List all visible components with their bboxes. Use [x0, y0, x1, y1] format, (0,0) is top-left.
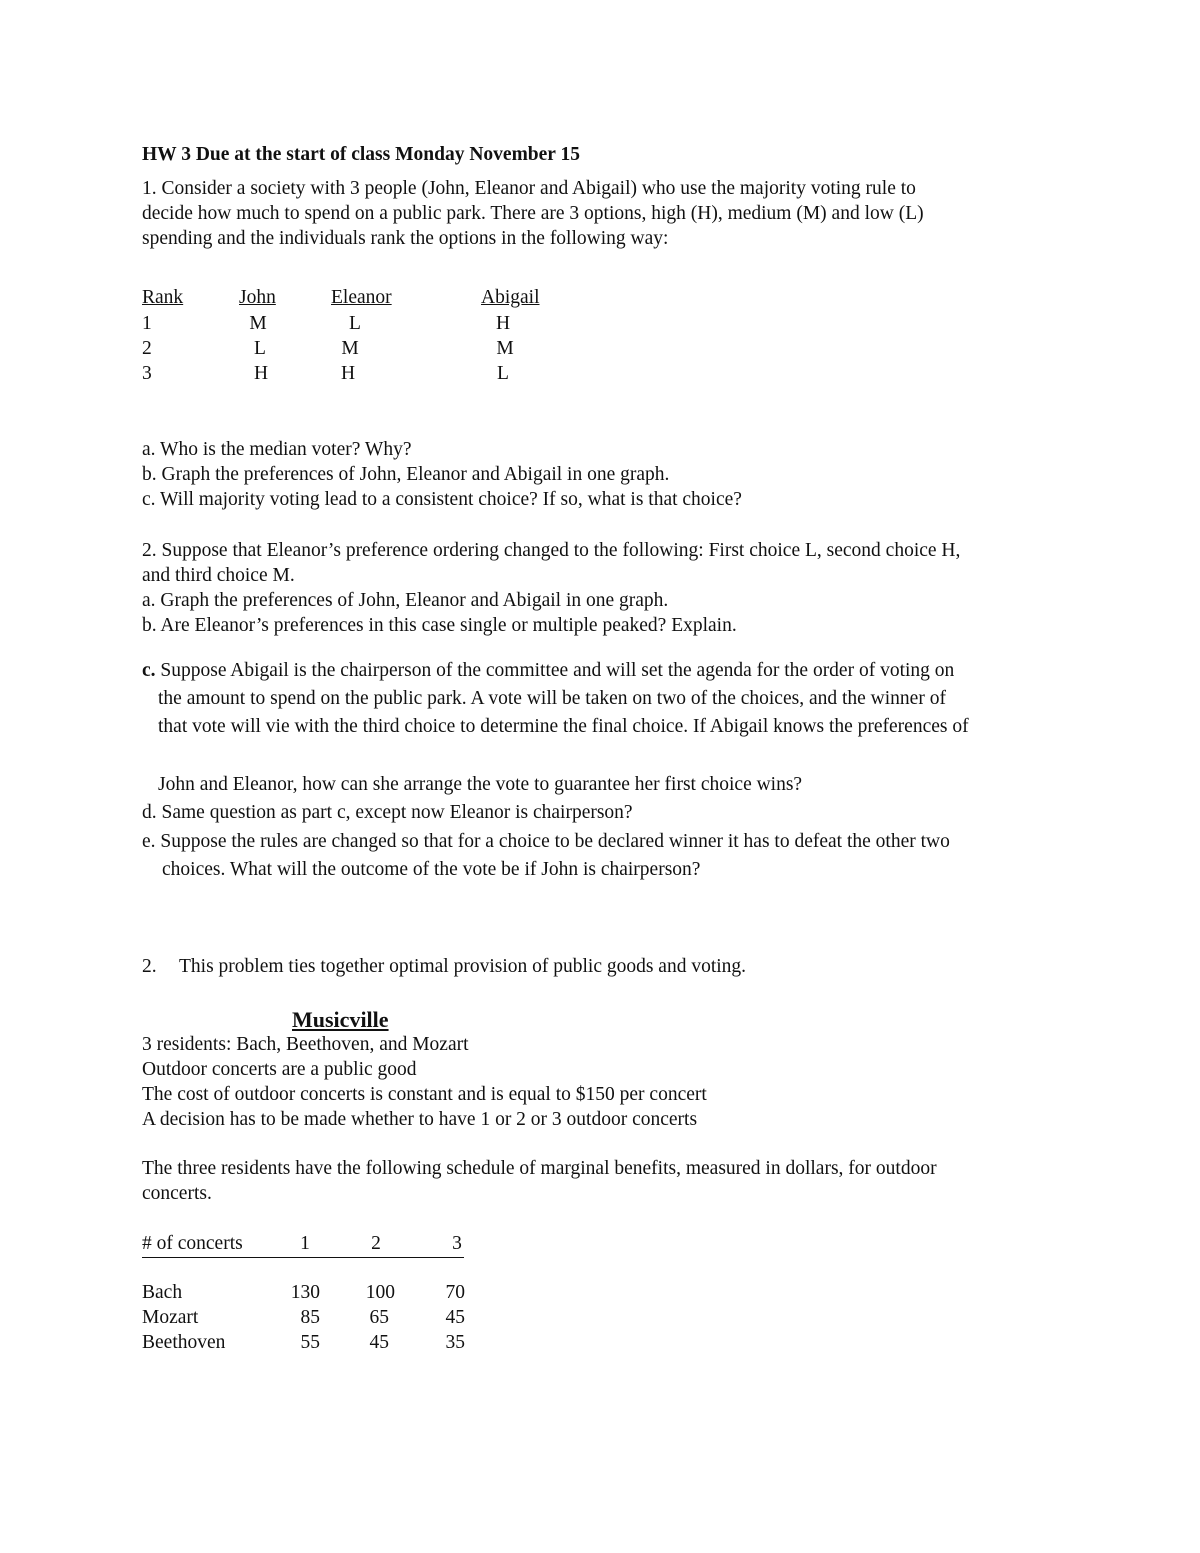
q2-part-c-line	[142, 660, 954, 682]
musicville-heading: Musicville	[292, 1007, 389, 1032]
q1-part-c: c. Will majority voting lead to a consistent choice? If so, what is that choice?	[142, 489, 742, 510]
q2-intro-line: and third choice M.	[142, 565, 295, 586]
q2b-number: 2.	[142, 956, 157, 977]
table-cell: 65	[369, 1307, 389, 1328]
schedule-intro-line: concerts.	[142, 1183, 212, 1204]
table-cell: 70	[445, 1282, 465, 1303]
table-cell-rank: 2	[142, 338, 152, 359]
q2-intro-line: 2. Suppose that Eleanor’s preference ordering changed to the following: First choice L, second choice H,	[142, 540, 961, 561]
table-header-john: John	[239, 287, 276, 308]
q2-part-a: a. Graph the preferences of John, Eleanor and Abigail in one graph.	[142, 590, 669, 611]
q2-part-d: d. Same question as part c, except now Eleanor is chairperson?	[142, 802, 633, 823]
q1-part-b: b. Graph the preferences of John, Eleanor and Abigail in one graph.	[142, 464, 670, 485]
q2-part-e-line: e. Suppose the rules are changed so that for a choice to be declared winner it has to defeat the other two	[142, 831, 950, 852]
table-cell: 130	[290, 1282, 320, 1303]
table-cell: M	[341, 338, 359, 359]
q1-intro-line: 1. Consider a society with 3 people (John, Eleanor and Abigail) who use the majority voting rule to	[142, 178, 916, 199]
q1-intro-line: spending and the individuals rank the options in the following way:	[142, 228, 669, 249]
page-title: HW 3 Due at the start of class Monday November 15	[142, 144, 580, 165]
q1-intro-line: decide how much to spend on a public park. There are 3 options, high (H), medium (M) and low (L)	[142, 203, 924, 224]
fact-line: A decision has to be made whether to have 1 or 2 or 3 outdoor concerts	[142, 1109, 698, 1130]
q2-part-c-line: that vote will vie with the third choice to determine the final choice. If Abigail knows the preferences of	[158, 716, 969, 737]
fact-line: The cost of outdoor concerts is constant and is equal to $150 per concert	[142, 1084, 707, 1105]
table-cell: H	[340, 363, 356, 384]
table-cell-name: Mozart	[142, 1307, 199, 1328]
table-cell-rank: 3	[142, 363, 152, 384]
table-header-2: 2	[371, 1233, 381, 1254]
table-cell: 55	[300, 1332, 320, 1353]
table-cell-name: Beethoven	[142, 1332, 226, 1353]
fact-line: Outdoor concerts are a public good	[142, 1059, 417, 1080]
q2b-text: This problem ties together optimal provision of public goods and voting.	[179, 956, 747, 977]
q2-part-c-line: the amount to spend on the public park. A vote will be taken on two of the choices, and the winner of	[158, 688, 946, 709]
table-header-3: 3	[452, 1233, 462, 1254]
table-header-abigail: Abigail	[481, 287, 540, 308]
table-cell: M	[496, 338, 514, 359]
table-header-1: 1	[300, 1233, 310, 1254]
table-cell: L	[254, 338, 266, 359]
table-cell: L	[497, 363, 509, 384]
fact-line: 3 residents: Bach, Beethoven, and Mozart	[142, 1034, 469, 1055]
table-cell: M	[249, 313, 267, 334]
q1-part-a: a. Who is the median voter? Why?	[142, 439, 412, 460]
table-cell: 45	[445, 1307, 465, 1328]
q2-part-c-label: c.	[142, 660, 156, 681]
q2-part-e-line: choices. What will the outcome of the vote be if John is chairperson?	[162, 859, 701, 880]
q2-part-c-line: John and Eleanor, how can she arrange the vote to guarantee her first choice wins?	[158, 774, 803, 795]
table-cell: L	[349, 313, 361, 334]
schedule-intro-line: The three residents have the following schedule of marginal benefits, measured in dollars, for outdoor	[142, 1158, 937, 1179]
q2-part-b: b. Are Eleanor’s preferences in this case single or multiple peaked? Explain.	[142, 615, 737, 636]
q2-part-c-text: Suppose Abigail is the chairperson of the committee and will set the agenda for the order of voting on	[155, 660, 955, 681]
table-header-rank: Rank	[142, 287, 184, 308]
table-cell: 85	[300, 1307, 320, 1328]
table-cell: 45	[369, 1332, 389, 1353]
table-cell: H	[495, 313, 511, 334]
table-cell-rank: 1	[142, 313, 152, 334]
table-cell: 100	[365, 1282, 395, 1303]
table-cell: H	[253, 363, 269, 384]
table-header-concerts: # of concerts	[142, 1233, 243, 1254]
table-cell: 35	[445, 1332, 465, 1353]
table-cell-name: Bach	[142, 1282, 183, 1303]
table-header-eleanor: Eleanor	[331, 287, 392, 308]
